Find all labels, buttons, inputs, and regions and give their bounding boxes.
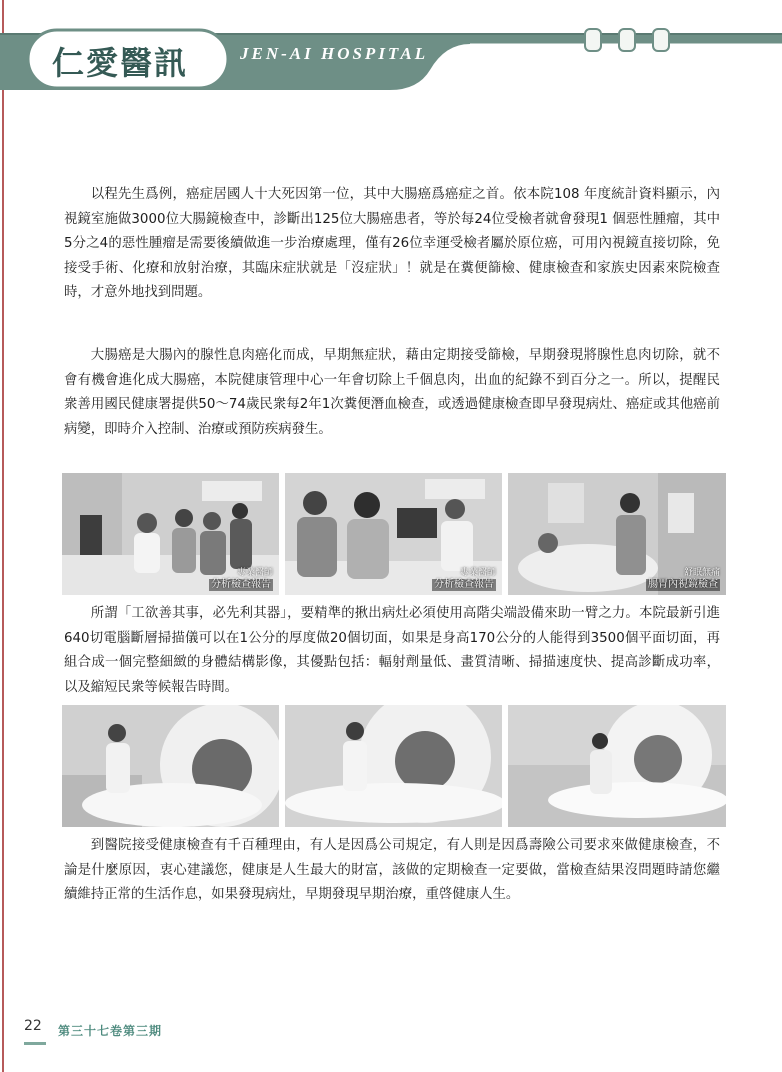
paragraph-3: 所謂「工欲善其事，必先利其器」，要精準的揪出病灶必須使用高階尖端設備來助一臂之力。本院最新引進640切電腦斷層掃描儀可以在1公分的厚度做20個切面，如果是身高170公分的人能得到3500個平面切面，再組合成一個完整細緻的身體結構影像，其優點包括：輻射劑量低、畫質清晰、掃描速度快、提高診斷成功率，以及縮短民衆等候報告時間。: [64, 606, 720, 695]
caption-2-line1: 專業醫師: [459, 568, 496, 578]
paragraph-2: 大腸癌是大腸內的腺性息肉癌化而成，早期無症狀，藉由定期接受篩檢，早期發現將腺性息肉切除，就不會有機會進化成大腸癌，本院健康管理中心一年會切除上千個息肉，出血的紀錄不到百分之一。所以，提醒民衆善用國民健康署提供50～74歲民衆每2年1次糞便潛血檢查，或透過健康檢查即早發現病灶、癌症或其他癌前病變，即時介入控制、治療或預防疾病發生。: [64, 348, 720, 437]
photo-caption-1: [209, 567, 273, 591]
paragraph-1: 以程先生爲例，癌症居國人十大死因第一位，其中大腸癌爲癌症之首。依本院108 年度統計資料顯示，內視鏡室施做3000位大腸鏡檢查中，診斷出125位大腸癌患者，等於每24位受檢者就會發現1 個惡性腫瘤，其中5分之4的惡性腫瘤是需要後續做進一步治療處理，僅有26位幸運受檢者屬於原位癌，可用內視鏡直接切除，免接受手術、化療和放射治療，其臨床症狀就是「沒症狀」！就是在糞便篩檢、健康檢查和家族史因素來院檢查時，才意外地找到問題。: [64, 187, 720, 301]
footer-accent-bar: [24, 1042, 46, 1045]
left-margin-rule: [2, 0, 4, 1072]
issue-label: 第三十七卷第三期: [58, 1024, 163, 1038]
caption-2-line2: 分析檢查報告: [434, 579, 494, 590]
caption-3-line1: 舒眠無痛: [683, 568, 720, 578]
decor-pill-3: [652, 28, 670, 52]
photo-caption-3: [646, 567, 720, 591]
decor-pill-2: [618, 28, 636, 52]
caption-3-line2: 腸胃內視鏡檢查: [648, 579, 718, 590]
photo-ct-scan-2: [285, 705, 502, 827]
photo-ct-scan-3: [508, 705, 726, 827]
page-number: 22: [24, 1018, 42, 1034]
photo-doctor-consult-1: [62, 473, 279, 595]
magazine-logo: 仁愛醫訊: [52, 44, 189, 82]
page-header: [0, 0, 782, 100]
photo-row-consultation: [62, 473, 726, 595]
decor-pill-1: [584, 28, 602, 52]
photo-ct-scan-1: [62, 705, 279, 827]
hospital-name: JEN-AI HOSPITAL: [240, 44, 429, 63]
photo-endoscopy-room: [508, 473, 726, 595]
photo-doctor-consult-2: [285, 473, 502, 595]
caption-1-line1: 專業醫師: [236, 568, 273, 578]
photo-caption-2: [432, 567, 496, 591]
paragraph-4: 到醫院接受健康檢查有千百種理由，有人是因爲公司規定，有人則是因爲壽險公司要求來做健康檢查，不論是什麼原因，衷心建議您，健康是人生最大的財富，該做的定期檢查一定要做，當檢查結果沒問題時請您繼續維持正常的生活作息，如果發現病灶，早期發現早期治療，重啓健康人生。: [64, 838, 720, 903]
photo-row-ct-scanner: [62, 705, 726, 827]
caption-1-line2: 分析檢查報告: [211, 579, 271, 590]
